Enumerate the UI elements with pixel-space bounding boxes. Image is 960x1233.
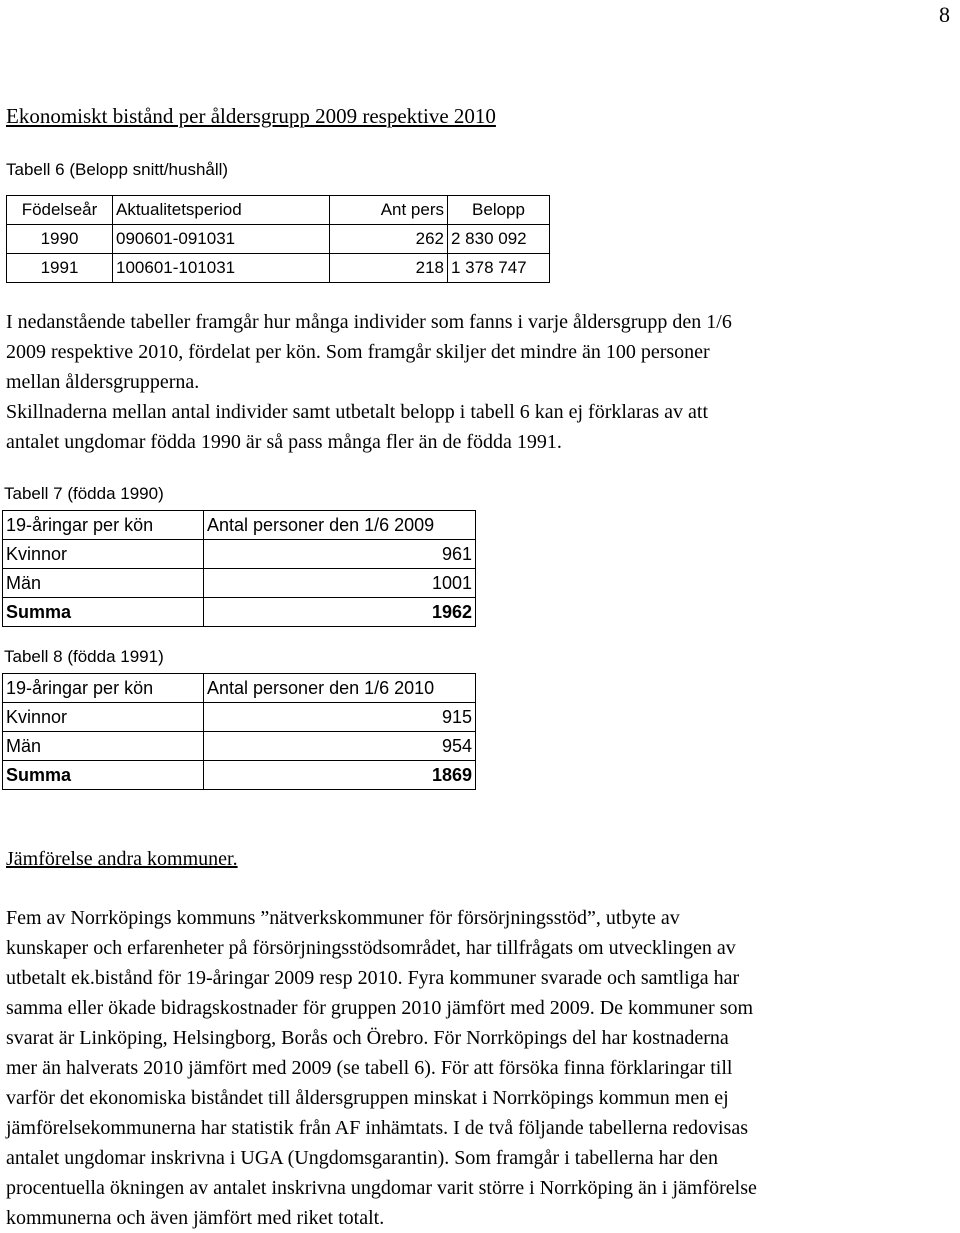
table-cell: Kvinnor	[3, 703, 204, 732]
table-cell: Män	[3, 569, 204, 598]
table-cell: 100601-101031	[113, 254, 330, 283]
table6	[6, 195, 550, 283]
paragraph-line: kommunerna och även jämfört med riket totalt.	[6, 1207, 385, 1229]
table8	[2, 673, 476, 790]
table8-caption: Tabell 8 (födda 1991)	[4, 647, 164, 666]
page-number: 8	[939, 2, 950, 27]
table-cell: 1991	[7, 254, 113, 283]
table-row	[3, 569, 476, 598]
table7-header-cell: 19-åringar per kön	[3, 511, 204, 540]
paragraph-line: svarat är Linköping, Helsingborg, Borås och Örebro. För Norrköpings del har kostnaderna	[6, 1027, 729, 1049]
table-row	[3, 703, 476, 732]
table-cell: Summa	[3, 761, 204, 790]
table7	[2, 510, 476, 627]
table-cell: Män	[3, 732, 204, 761]
paragraph-line: antalet ungdomar inskrivna i UGA (Ungdomsgarantin). Som framgår i tabellerna har den	[6, 1147, 719, 1169]
table-cell: 218	[330, 254, 448, 283]
table8-header-row	[3, 674, 476, 703]
section-heading: Ekonomiskt bistånd per åldersgrupp 2009 respektive 2010	[6, 104, 496, 128]
paragraph-line: mer än halverats 2010 jämfört med 2009 (se tabell 6). För att försöka finna förklaringar till	[6, 1057, 733, 1079]
table6-caption: Tabell 6 (Belopp snitt/hushåll)	[6, 160, 229, 179]
paragraph-line: Skillnaderna mellan antal individer samt utbetalt belopp i tabell 6 kan ej förklaras av att	[6, 401, 709, 423]
paragraph-line: jämförelsekommunerna har statistik från AF inhämtats. I de två följande tabellerna redovisas	[6, 1117, 748, 1139]
table-total-row	[3, 598, 476, 627]
table6-header-cell: Ant pers	[330, 196, 448, 225]
paragraph-line: mellan åldersgrupperna.	[6, 371, 200, 393]
paragraph-line: utbetalt ek.bistånd för 19-åringar 2009 resp 2010. Fyra kommuner svarade och samtliga har	[6, 967, 740, 989]
paragraph-line: kunskaper och erfarenheter på försörjningsstödsområdet, har tillfrågats om utvecklingen av	[6, 937, 736, 959]
table-total-row	[3, 761, 476, 790]
table8-header-cell: Antal personer den 1/6 2010	[204, 674, 476, 703]
paragraph-intro	[6, 307, 732, 457]
table-cell: 090601-091031	[113, 225, 330, 254]
paragraph-line: antalet ungdomar födda 1990 är så pass många fler än de födda 1991.	[6, 431, 562, 453]
table-cell: 1001	[204, 569, 476, 598]
table-cell: 1869	[204, 761, 476, 790]
table8-header-cell: 19-åringar per kön	[3, 674, 204, 703]
table-cell: 915	[204, 703, 476, 732]
paragraph-line: samma eller ökade bidragskostnader för gruppen 2010 jämfört med 2009. De kommuner som	[6, 997, 754, 1019]
paragraph-line: 2009 respektive 2010, fördelat per kön. Som framgår skiljer det mindre än 100 personer	[6, 341, 710, 363]
paragraph-line: I nedanstående tabeller framgår hur många individer som fanns i varje åldersgrupp den 1/6	[6, 311, 732, 333]
table-row	[7, 225, 550, 254]
table-cell: 262	[330, 225, 448, 254]
paragraph-line: varför det ekonomiska biståndet till åldersgruppen minskat i Norrköpings kommun men ej	[6, 1087, 729, 1109]
table-cell: 961	[204, 540, 476, 569]
table-row	[3, 732, 476, 761]
table7-header-row	[3, 511, 476, 540]
table-cell: 954	[204, 732, 476, 761]
table-cell: Kvinnor	[3, 540, 204, 569]
table6-header-cell: Födelseår	[7, 196, 113, 225]
table7-caption: Tabell 7 (födda 1990)	[4, 484, 164, 503]
table-cell: Summa	[3, 598, 204, 627]
table6-header-cell: Aktualitetsperiod	[113, 196, 330, 225]
table-cell: 1990	[7, 225, 113, 254]
table6-header-row	[7, 196, 550, 225]
subheading: Jämförelse andra kommuner.	[6, 848, 238, 870]
table-cell: 2 830 092	[448, 225, 550, 254]
paragraph-comparison	[6, 903, 757, 1233]
table-cell: 1962	[204, 598, 476, 627]
paragraph-line: procentuella ökningen av antalet inskrivna ungdomar varit större i Norrköping än i jämförelse	[6, 1177, 757, 1199]
table-cell: 1 378 747	[448, 254, 550, 283]
table-row	[3, 540, 476, 569]
table-row	[7, 254, 550, 283]
table7-header-cell: Antal personer den 1/6 2009	[204, 511, 476, 540]
table6-header-cell: Belopp	[448, 196, 550, 225]
paragraph-line: Fem av Norrköpings kommuns ”nätverkskommuner för försörjningsstöd”, utbyte av	[6, 907, 680, 929]
